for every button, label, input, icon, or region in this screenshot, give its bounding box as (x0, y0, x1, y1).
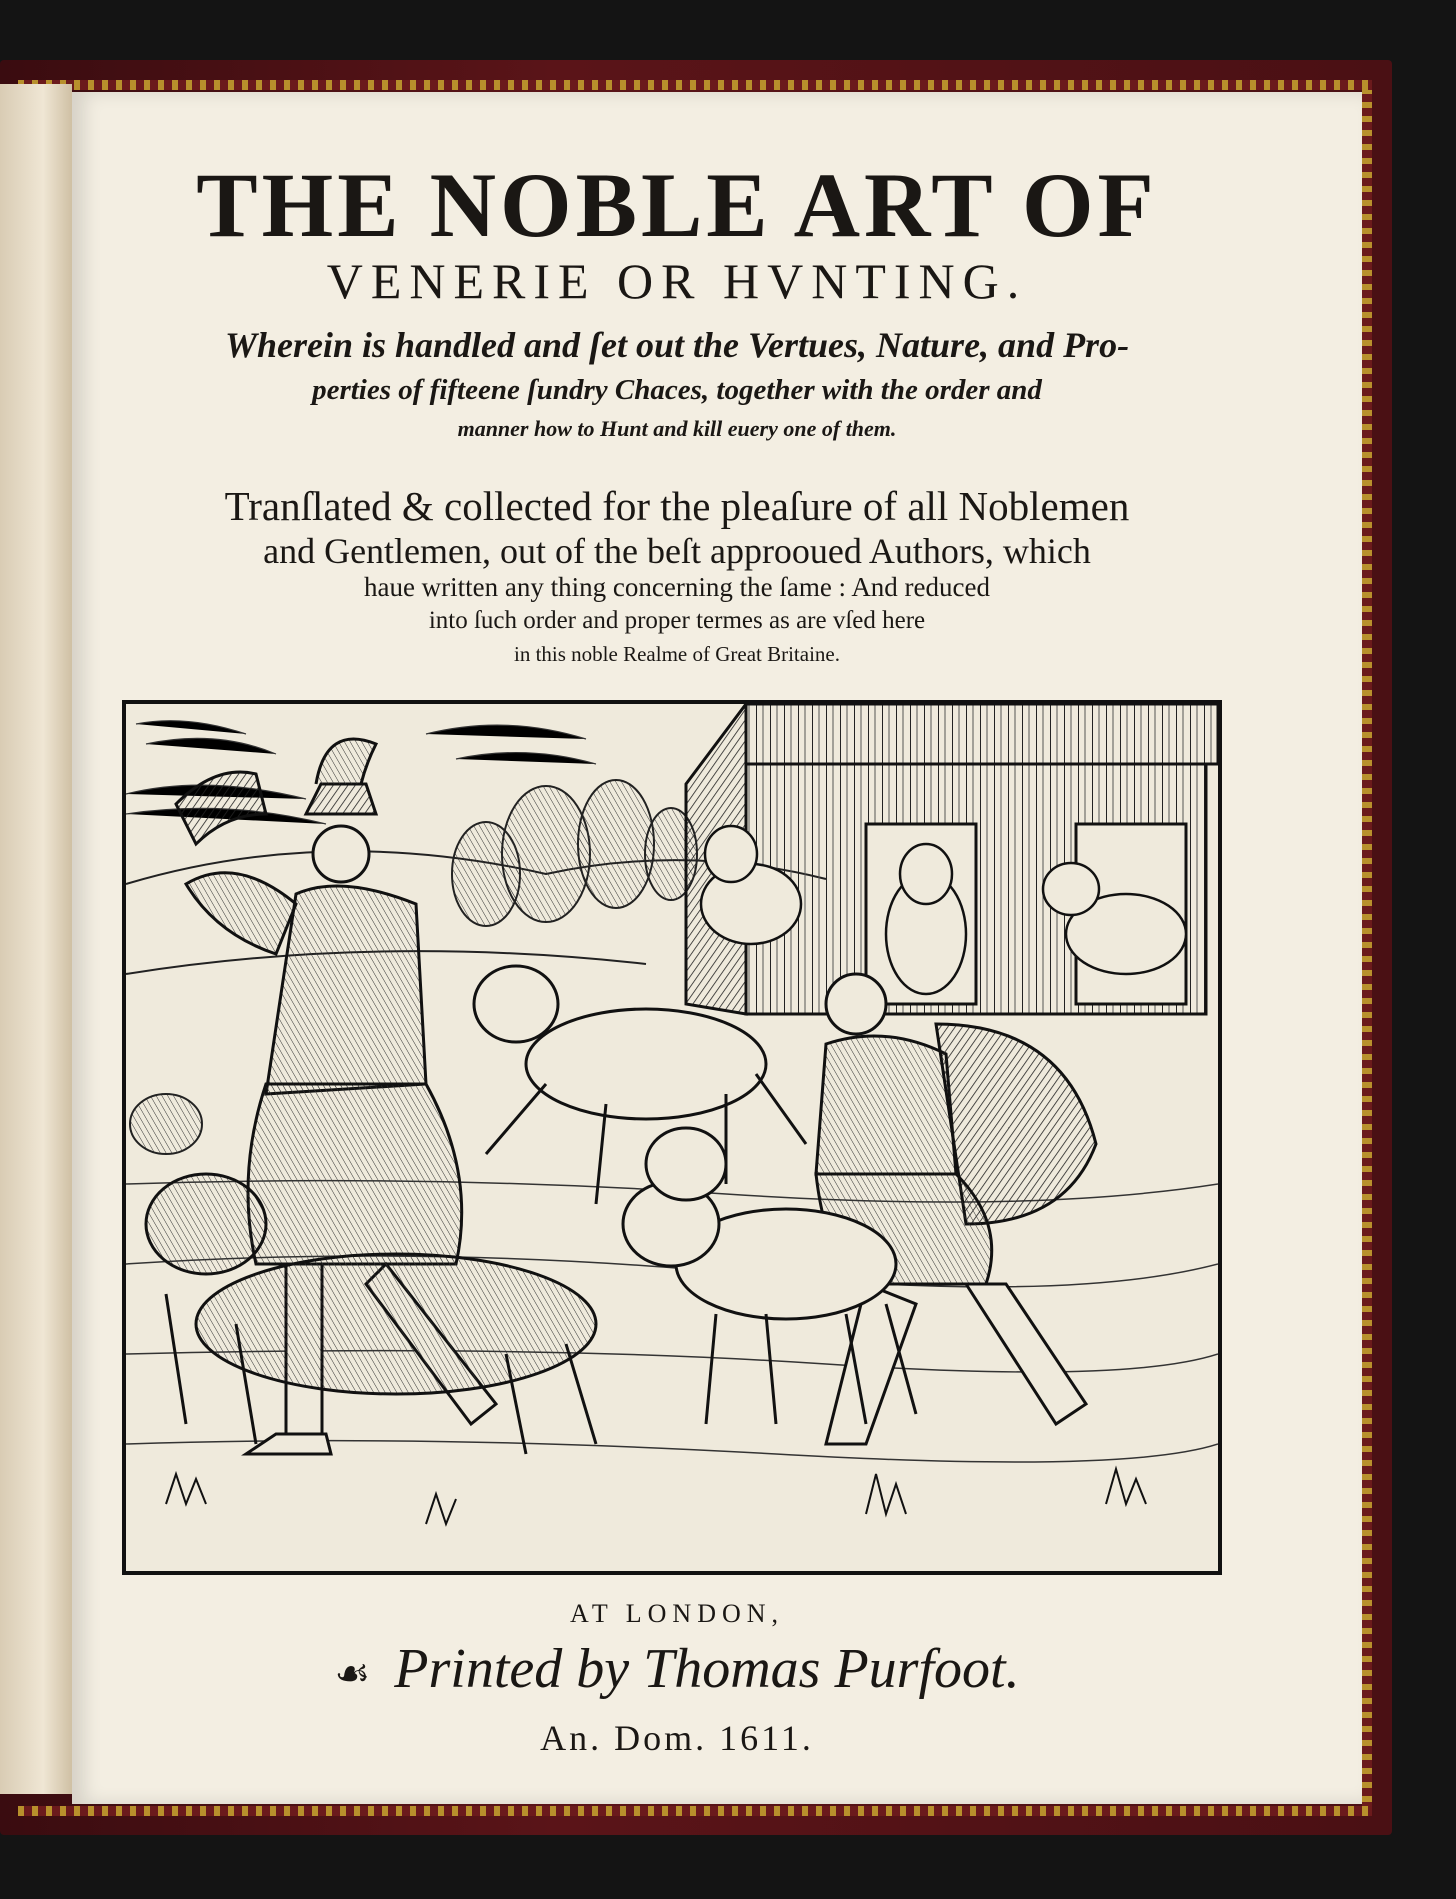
book-subtitle: VENERIE OR HVNTING. (326, 253, 1028, 309)
description-line: Wherein is handled and ſet out the Vertues, Nature, and Pro- (224, 325, 1130, 365)
translation-line: haue written any thing concerning the ſame : And reduced (363, 572, 991, 602)
imprint-date: An. Dom. 1611. (540, 1718, 814, 1758)
imprint-place: AT LONDON, (569, 1599, 785, 1628)
book-title: THE NOBLE ART OF (196, 154, 1158, 256)
translation-line: into ſuch order and proper termes as are vſed here (428, 607, 926, 634)
printer-text: Printed by Thomas Purfoot. (394, 1638, 1020, 1700)
fleuron-icon: ☙ (334, 1651, 371, 1696)
description-line: perties of fifteene ſundry Chaces, together with the order and (312, 374, 1042, 406)
hunting-scene-woodcut (126, 704, 1218, 1571)
translation-line: and Gentlemen, out of the beſt approoued Authors, which (263, 531, 1091, 571)
title-page (72, 92, 1362, 1804)
description-line: manner how to Hunt and kill euery one of them. (457, 416, 897, 441)
woodcut-illustration (122, 700, 1222, 1575)
translation-line: Tranſlated & collected for the pleaſure of all Noblemen (224, 483, 1130, 529)
imprint-printer (32, 1637, 1322, 1701)
translation-line: in this noble Realme of Great Britaine. (514, 642, 840, 666)
